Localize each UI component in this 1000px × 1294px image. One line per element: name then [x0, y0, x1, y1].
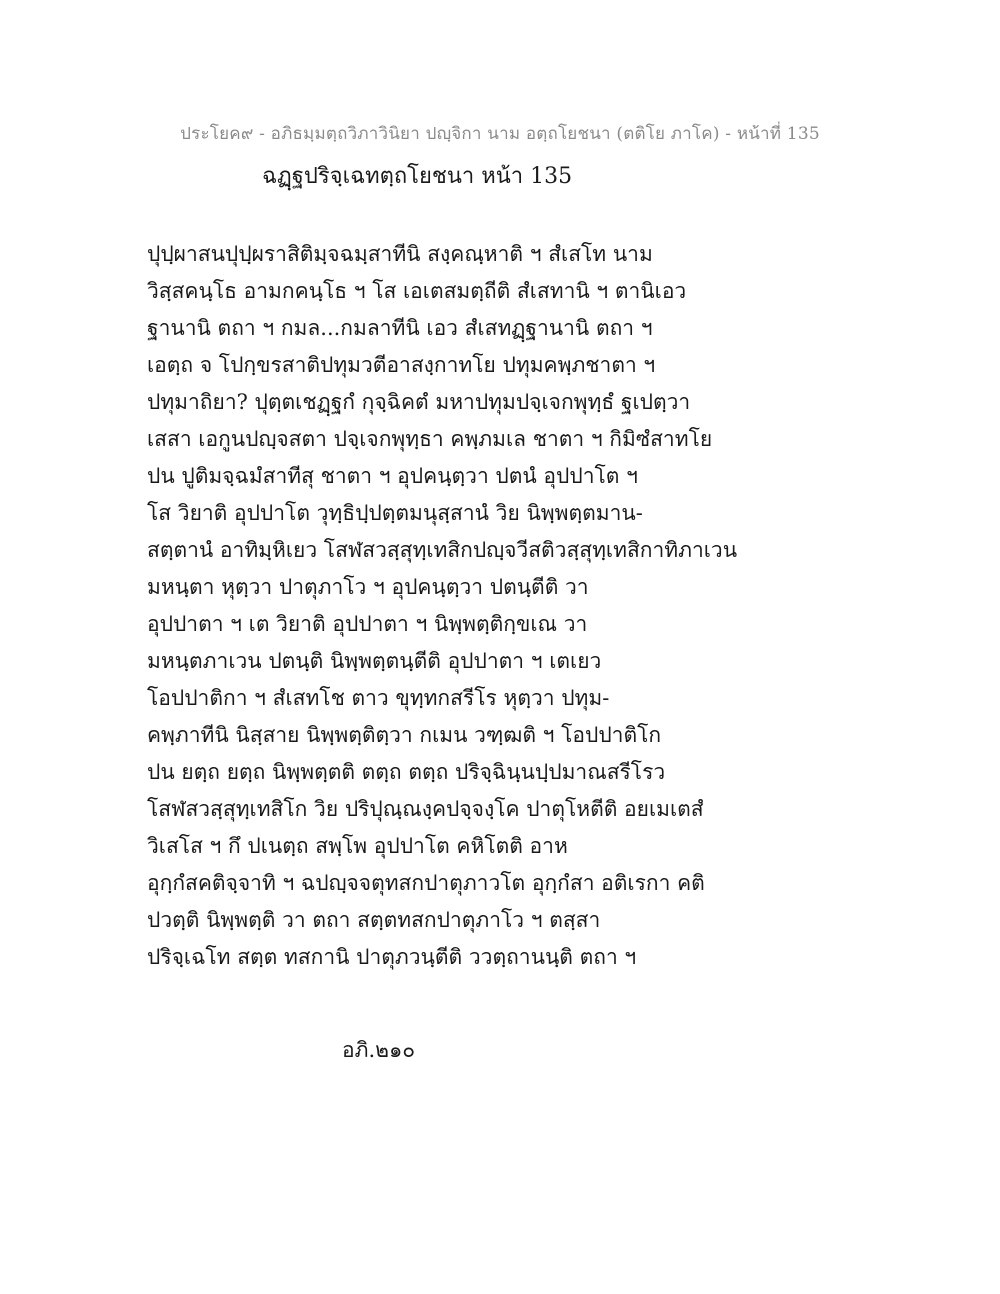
text-line: โส วิยาติ อุปปาโต วุทฺธิปฺปตฺตมนุสฺสานํ วิย นิพฺพตฺตมาน- — [147, 501, 643, 525]
text-line: ปทุมาถิยา? ปุตฺตเชฏฺฐกํ กุจฺฉิคตํ มหาปทุมปจฺเจกพุทฺธํ ฐเปตฺวา — [147, 390, 691, 414]
running-header: ประโยค๙ - อภิธมฺมตฺถวิภาวินิยา ปญฺจิกา นาม อตฺถโยชนา (ตติโย ภาโค) - หน้าที่ 135 — [180, 124, 820, 144]
text-line: ปุปฺผาสนปุปฺผราสิติมฺจฉมฺสาทีนิ สงฺคณฺหาติ ฯ สํเสโท นาม — [147, 242, 653, 266]
text-line: คพฺภาทีนิ นิสฺสาย นิพฺพตฺติตฺวา กเมน วฑฺฒติ ฯ โอปปาติโก — [147, 723, 662, 747]
text-line: ปริจฺเฉโท สตฺต ทสกานิ ปาตุภวนฺตีติ ววตฺถานนฺติ ตถา ฯ — [147, 945, 637, 969]
text-line: มหนฺตภาเวน ปตนฺติ นิพฺพตฺตนฺตีติ อุปปาตา ฯ เตเยว — [147, 649, 602, 673]
section-title: ฉฏฺฐปริจฺเฉทตฺถโยชนา หน้า 135 — [262, 164, 573, 189]
text-line: มหนฺตา หุตฺวา ปาตุภาโว ฯ อุปคนฺตฺวา ปตนฺตีติ วา — [147, 575, 589, 599]
text-line: วิเสโส ฯ กึ ปเนตฺถ สพฺโพ อุปปาโต คหิโตติ อาห — [147, 834, 568, 858]
text-line: โอปปาติกา ฯ สํเสทโช ตาว ขุทฺทกสรีโร หุตฺวา ปทุม- — [147, 686, 610, 710]
text-line: อุกฺกํสคติจฺจาทิ ฯ ฉปญฺจจตุทสกปาตุภาวโต อุกฺกํสา อติเรกา คติ — [147, 871, 705, 895]
text-line: สตฺตานํ อาทิมฺหิเยว โสฬสวสฺสุทฺเทสิกปญฺจวีสติวสฺสุทฺเทสิกาทิภาเวน — [147, 538, 738, 562]
text-line: เอตฺถ จ โปกฺขรสาติปทุมวตีอาสงฺกาทโย ปทุมคพฺภชาตา ฯ — [147, 353, 656, 377]
text-line: โสฬสวสฺสุทฺเทสิโก วิย ปริปุณฺณงฺคปจฺจงฺโค ปาตุโหตีติ อยเมเตสํ — [147, 797, 704, 821]
page-reference: อภิ.๒๑๐ — [342, 1038, 416, 1062]
text-line: เสสา เอกูนปญฺจสตา ปจฺเจกพุทฺธา คพฺภมเล ชาตา ฯ กิมิซํสาทโย — [147, 427, 713, 451]
body-text — [147, 236, 767, 976]
text-line: อุปปาตา ฯ เต วิยาติ อุปปาตา ฯ นิพฺพตฺติกฺขเณ วา — [147, 612, 588, 636]
text-line: วิสฺสคนฺโธ อามกคนฺโธ ฯ โส เอเตสมตฺถีติ สํเสทานิ ฯ ตานิเอว — [147, 279, 687, 303]
text-line: ปน ยตฺถ ยตฺถ นิพฺพตฺตติ ตตฺถ ตตฺถ ปริจฺฉินฺนปฺปมาณสรีโรว — [147, 760, 666, 784]
text-line: ปน ปูติมจฺฉมํสาทีสุ ชาตา ฯ อุปคนฺตฺวา ปตนํ อุปปาโต ฯ — [147, 464, 638, 488]
text-line: ฐานานิ ตถา ฯ กมล...กมลาทีนิ เอว สํเสทฏฺฐานานิ ตถา ฯ — [147, 316, 653, 340]
text-line: ปวตฺติ นิพฺพตฺติ วา ตถา สตฺตทสกปาตุภาโว ฯ ตสฺสา — [147, 908, 601, 932]
